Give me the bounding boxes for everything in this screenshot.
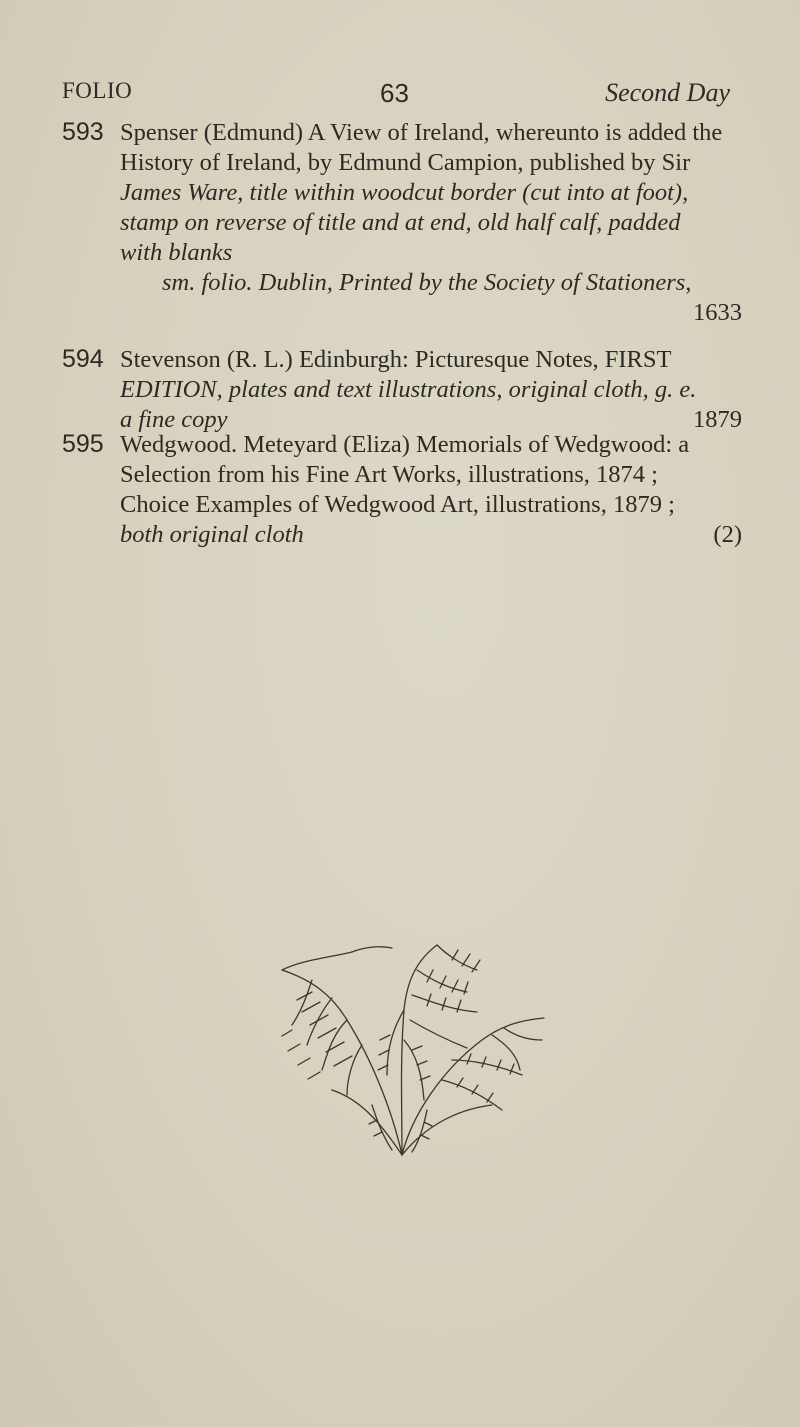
lot-entry-595: [62, 430, 742, 560]
lot-description: [120, 345, 742, 435]
lot-year: 1633: [693, 299, 742, 326]
lot-line: Stevenson (R. L.) Edinburgh: Picturesque Notes, FIRST: [120, 346, 672, 373]
lot-line: both original cloth: [120, 521, 304, 548]
header-day: Second Day: [605, 78, 730, 107]
fern-frond-engraving-icon: [252, 940, 552, 1160]
lot-line: James Ware, title within woodcut border (cut into at foot),: [120, 179, 689, 206]
lot-line: EDITION, plates and text illustrations, original cloth, g. e.: [120, 376, 697, 403]
lot-year: 1879: [693, 406, 742, 433]
lot-line: Spenser (Edmund) A View of Ireland, whereunto is added the: [120, 119, 723, 146]
lot-line: History of Ireland, by Edmund Campion, published by Sir: [120, 149, 691, 176]
lot-description: [120, 118, 742, 328]
lot-line: with blanks: [120, 239, 233, 266]
lot-last-line: [120, 520, 742, 550]
header-folio: FOLIO: [62, 78, 133, 103]
lot-number: 594: [62, 345, 104, 373]
page-header: [0, 78, 800, 118]
lot-line: a fine copy: [120, 406, 228, 433]
lot-line: Wedgwood. Meteyard (Eliza) Memorials of Wedgwood: a: [120, 431, 690, 458]
lot-year: (2): [713, 521, 742, 548]
lot-number: 593: [62, 118, 104, 146]
lot-line: Selection from his Fine Art Works, illustrations, 1874 ;: [120, 461, 658, 488]
lot-description: [120, 430, 742, 550]
lot-number: 595: [62, 430, 104, 458]
lot-line: Choice Examples of Wedgwood Art, illustrations, 1879 ;: [120, 491, 675, 518]
lot-line: sm. folio. Dublin, Printed by the Society of Stationers,: [162, 269, 692, 296]
lot-line: stamp on reverse of title and at end, old half calf, padded: [120, 209, 681, 236]
page-number: 63: [380, 78, 409, 108]
lot-entry-593: [62, 118, 742, 348]
